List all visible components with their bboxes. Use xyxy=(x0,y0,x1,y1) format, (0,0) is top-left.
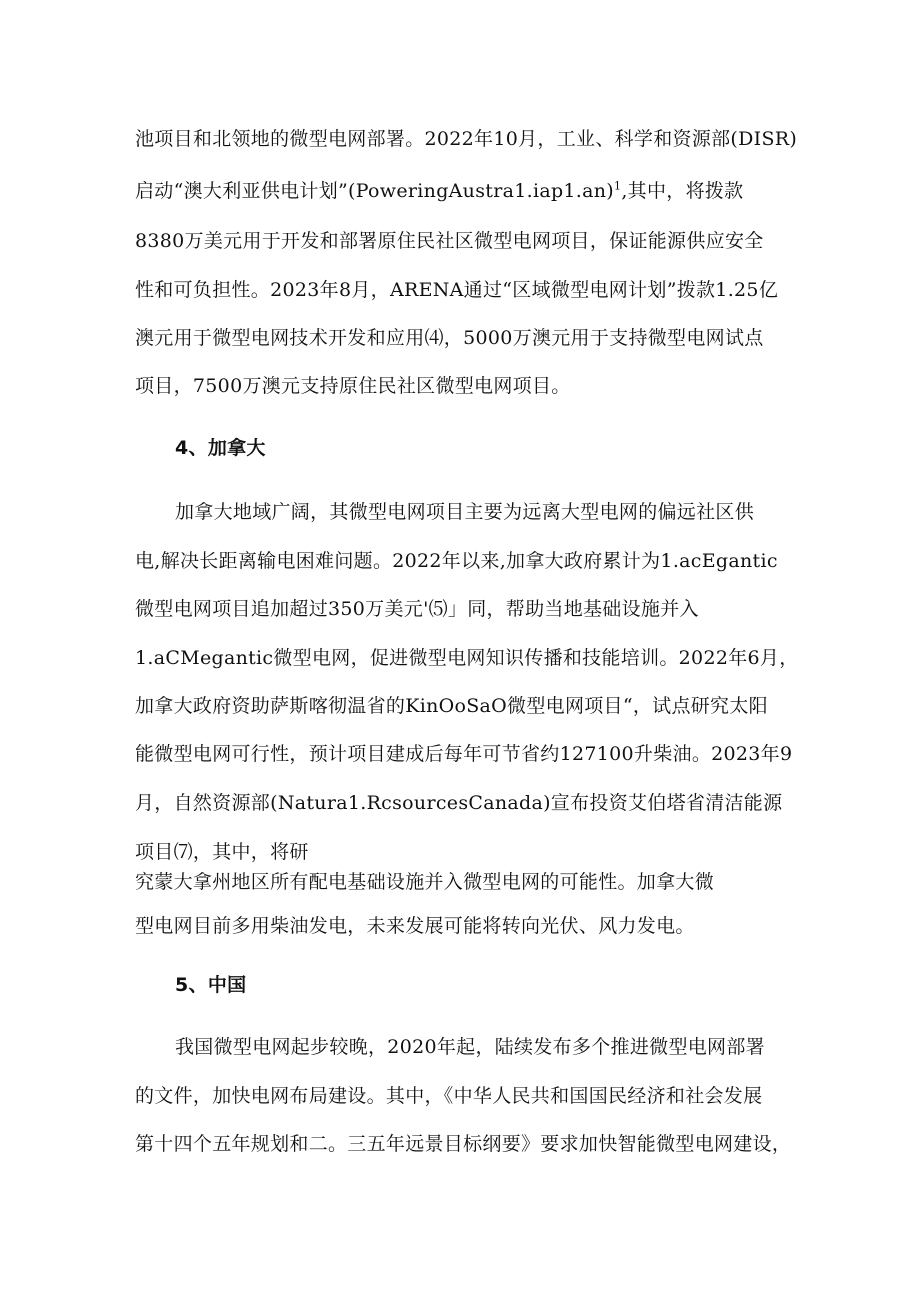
paragraph-1-line-2-tail: ,其中，将拨款 xyxy=(621,180,744,202)
paragraph-2-line-4: 1.aCMegantic微型电网，促进微型电网知识传播和技能培训。2022年6月， xyxy=(135,647,799,669)
paragraph-3-line-1: 我国微型电网起步较晚，2020年起，陆续发布多个推进微型电网部署 xyxy=(175,1036,765,1058)
paragraph-2-line-6: 能微型电网可行性，预计项目建成后每年可节省约127100升柴油。2023年9 xyxy=(135,743,793,765)
paragraph-2-line-1: 加拿大地域广阔，其微型电网项目主要为远离大型电网的偏远社区供 xyxy=(175,501,755,523)
paragraph-2-line-8: 项目⑺，其中，将研 xyxy=(135,841,309,863)
paragraph-1-line-2-text: 启动“澳大利亚供电计划”(PoweringAustra1.iap1.an) xyxy=(135,180,615,202)
section-heading-canada: 4、加拿大 xyxy=(175,437,266,459)
paragraph-2-line-5: 加拿大政府资助萨斯喀彻温省的KinOoSaO微型电网项目“，试点研究太阳 xyxy=(135,695,768,717)
paragraph-1-line-1: 池项目和北领地的微型电网部署。2022年10月，工业、科学和资源部(DISR) xyxy=(135,128,798,150)
paragraph-3-line-2: 的文件，加快电网布局建设。其中，《中华人民共和国国民经济和社会发展 xyxy=(135,1085,763,1107)
paragraph-1-line-3: 8380万美元用于开发和部署原住民社区微型电网项目，保证能源供应安全 xyxy=(135,230,764,252)
paragraph-2-line-3: 微型电网项目追加超过350万美元'⑸」同，帮助当地基础设施并入 xyxy=(135,598,699,620)
paragraph-1-line-6: 项目，7500万澳元支持原住民社区微型电网项目。 xyxy=(135,375,571,397)
paragraph-1-line-2 xyxy=(135,179,743,203)
section-heading-china: 5、中国 xyxy=(175,974,247,996)
paragraph-1-line-4: 性和可负担性。2023年8月，ARENA通过“区域微型电网计划”拨款1.25亿 xyxy=(135,279,779,301)
paragraph-2-line-10: 型电网目前多用柴油发电，未来发展可能将转向光伏、风力发电。 xyxy=(135,915,695,937)
footnote-marker: 1 xyxy=(614,179,622,193)
paragraph-2-line-9: 究蒙大拿州地区所有配电基础设施并入微型电网的可能性。加拿大微 xyxy=(135,871,715,893)
paragraph-1-line-5: 澳元用于微型电网技术开发和应用⑷，5000万澳元用于支持微型电网试点 xyxy=(135,327,764,349)
paragraph-2-line-7: 月，自然资源部(Natura1.RcsourcesCanada)宣布投资艾伯塔省清洁能源 xyxy=(135,792,783,814)
paragraph-2-line-2: 电,解决长距离输电困难问题。2022年以来,加拿大政府累计为1.acEgantic xyxy=(135,550,778,572)
paragraph-3-line-3: 第十四个五年规划和二。三五年远景目标纲要》要求加快智能微型电网建设， xyxy=(135,1133,792,1155)
